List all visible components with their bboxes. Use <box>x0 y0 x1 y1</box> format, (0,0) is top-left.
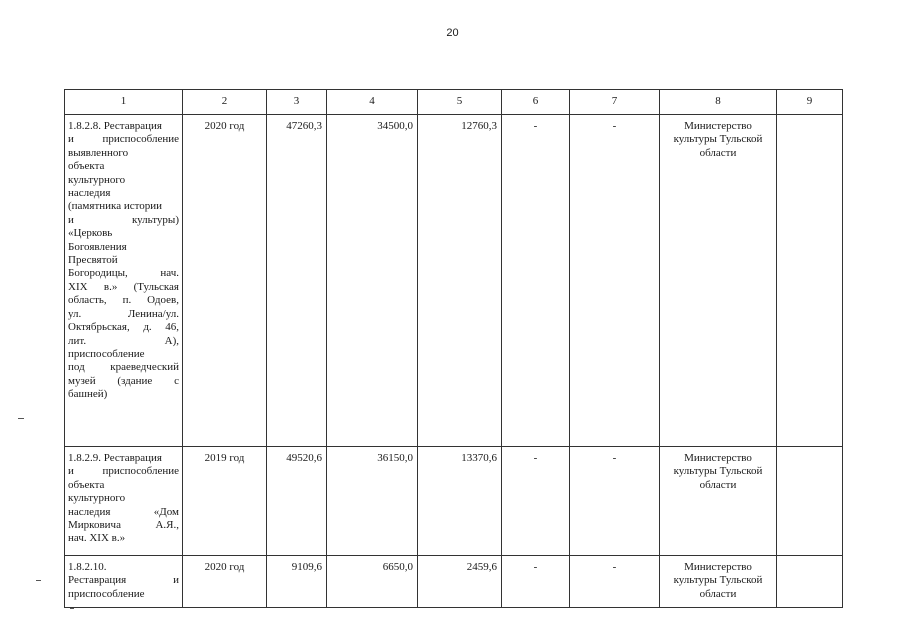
column-header: 9 <box>777 90 843 115</box>
page-number: 20 <box>446 27 459 39</box>
description-line: «Церковь <box>68 227 113 240</box>
description-line: 1.8.2.8. Реставрация <box>68 120 162 132</box>
empty-cell <box>777 115 843 447</box>
table-row <box>65 115 843 447</box>
amount-cell: 36150,0 <box>327 447 418 556</box>
description-line: Богородицы, нач. <box>68 267 179 280</box>
dash-cell: - <box>502 115 570 447</box>
description-line: объекта <box>68 160 105 173</box>
measure-description <box>65 447 183 556</box>
empty-cell <box>777 447 843 556</box>
year-cell: 2020 год <box>183 556 267 608</box>
column-header: 3 <box>267 90 327 115</box>
table-row <box>65 447 843 556</box>
description-line: (памятника истории <box>68 200 163 213</box>
description-line: XIX в.» (Тульская <box>68 280 179 293</box>
amount-cell: 47260,3 <box>267 115 327 447</box>
executor-cell: Министерство культуры Тульской области <box>660 556 777 608</box>
dash-cell: - <box>570 556 660 608</box>
description-line: область, п. Одоев, <box>68 294 179 307</box>
description-line: музей (здание с <box>68 374 179 387</box>
scan-mark <box>70 608 74 609</box>
description-line: Октябрьская, д. 46, <box>68 321 179 334</box>
description-line: 1.8.2.10. <box>68 561 107 573</box>
description-line: башней) <box>68 388 108 401</box>
column-header: 5 <box>418 90 502 115</box>
description-line: ул. Ленина/ул. <box>68 307 179 320</box>
column-header: 7 <box>570 90 660 115</box>
measure-description <box>65 115 183 447</box>
description-line: под краеведческий <box>68 361 179 374</box>
column-header: 2 <box>183 90 267 115</box>
amount-cell: 12760,3 <box>418 115 502 447</box>
measure-description <box>65 556 183 608</box>
description-line: Богоявления <box>68 240 127 253</box>
description-line: наследия «Дом <box>68 505 179 518</box>
description-line: приспособление <box>68 587 145 600</box>
table-header-row <box>65 90 843 115</box>
scan-mark <box>36 580 41 581</box>
year-cell: 2019 год <box>183 447 267 556</box>
amount-cell: 6650,0 <box>327 556 418 608</box>
description-line: культурного <box>68 173 126 186</box>
amount-cell: 13370,6 <box>418 447 502 556</box>
description-line: лит. А), <box>68 334 179 347</box>
description-line: Мирковича А.Я., <box>68 519 179 532</box>
amount-cell: 34500,0 <box>327 115 418 447</box>
description-line: и культуры) <box>68 213 179 226</box>
program-table <box>64 89 843 608</box>
description-line: приспособление <box>68 347 145 360</box>
description-line: Пресвятой <box>68 254 118 267</box>
description-line: выявленного <box>68 146 129 159</box>
description-line: культурного <box>68 492 126 505</box>
column-header: 4 <box>327 90 418 115</box>
column-header: 6 <box>502 90 570 115</box>
column-header: 8 <box>660 90 777 115</box>
description-line: Реставрация и <box>68 574 179 587</box>
dash-cell: - <box>570 447 660 556</box>
description-line: объекта <box>68 478 105 491</box>
executor-cell: Министерство культуры Тульской области <box>660 115 777 447</box>
amount-cell: 49520,6 <box>267 447 327 556</box>
description-line: наследия <box>68 187 111 200</box>
dash-cell: - <box>502 447 570 556</box>
dash-cell: - <box>570 115 660 447</box>
scan-mark <box>18 418 24 419</box>
table-row <box>65 556 843 608</box>
description-line: и приспособление <box>68 465 179 478</box>
description-line: и приспособление <box>68 133 179 146</box>
dash-cell: - <box>502 556 570 608</box>
description-line: 1.8.2.9. Реставрация <box>68 452 162 464</box>
column-header: 1 <box>65 90 183 115</box>
description-line: нач. XIX в.» <box>68 532 126 545</box>
amount-cell: 2459,6 <box>418 556 502 608</box>
executor-cell: Министерство культуры Тульской области <box>660 447 777 556</box>
year-cell: 2020 год <box>183 115 267 447</box>
amount-cell: 9109,6 <box>267 556 327 608</box>
empty-cell <box>777 556 843 608</box>
